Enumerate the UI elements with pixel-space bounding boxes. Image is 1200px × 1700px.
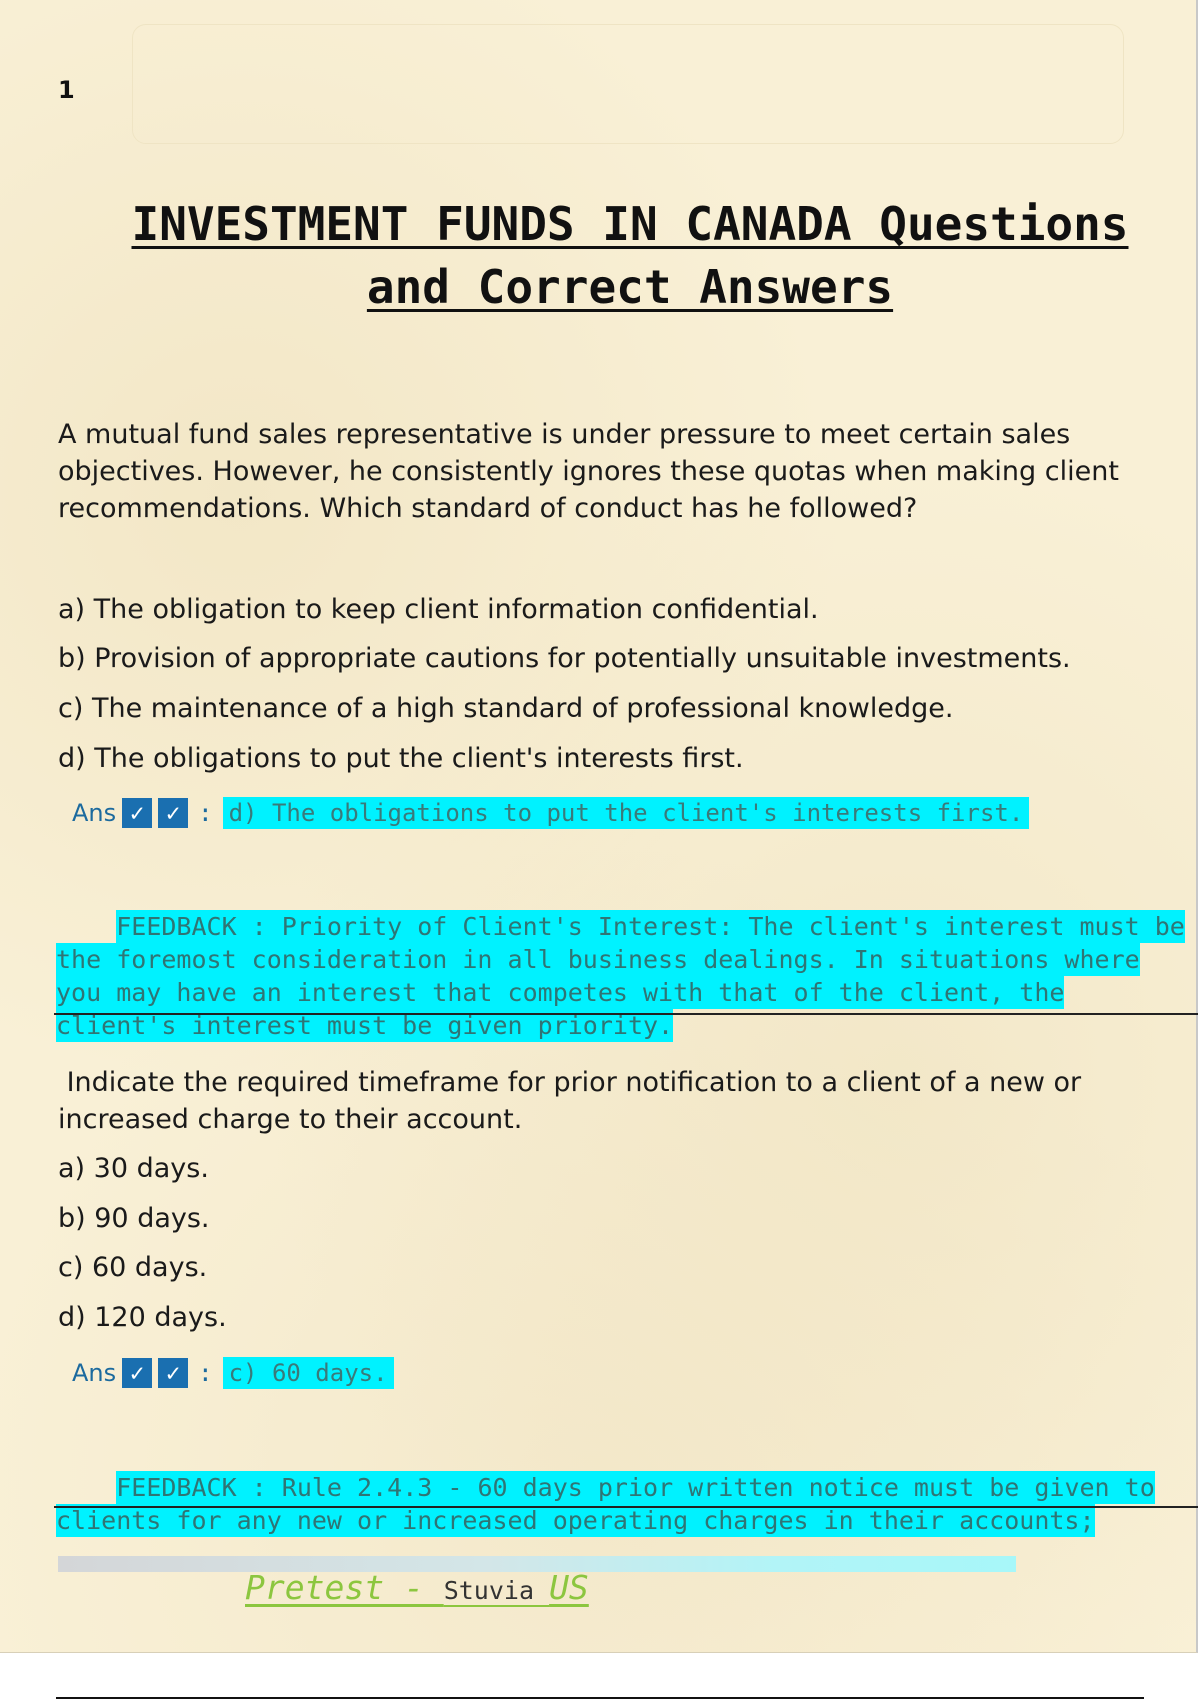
feedback-line: you may have an interest that competes with that of the client, the (56, 978, 1065, 1007)
correct-answer: c) 60 days. (223, 1357, 394, 1389)
option-d: d) 120 days. (58, 1302, 227, 1333)
feedback-line: clients for any new or increased operating charges in their accounts; (56, 1506, 1095, 1535)
question-text: A mutual fund sales representative is under pressure to meet certain sales objectives. However, he consistently ignores these quotas when making client recommendations. Which standard of conduct has he followed? (58, 419, 1119, 524)
title-line-2: and Correct Answers (366, 260, 894, 314)
option-b: b) 90 days. (58, 1203, 210, 1234)
answer-colon: : (198, 799, 213, 827)
option-c: c) 60 days. (58, 1252, 208, 1283)
header-box (132, 24, 1124, 144)
answer-row (72, 795, 1029, 831)
feedback-line: client's interest must be given priority. (56, 1011, 674, 1040)
answer-label: Ans (72, 799, 117, 827)
option-c: c) The maintenance of a high standard of professional knowledge. (58, 693, 954, 724)
section-divider (54, 1013, 1198, 1015)
document-title (60, 193, 1200, 319)
footer-watermark (245, 1568, 589, 1607)
answer-row (72, 1355, 394, 1391)
section-divider (54, 1506, 1198, 1508)
title-line-1: INVESTMENT FUNDS IN CANADA Questions (131, 197, 1129, 251)
option-a: a) The obligation to keep client information confidential. (58, 594, 819, 625)
bottom-rule (56, 1697, 1144, 1699)
footer-brand: Pretest - (245, 1568, 444, 1607)
option-a: a) 30 days. (58, 1153, 209, 1184)
feedback-block (56, 877, 1185, 1075)
answer-label: Ans (72, 1359, 117, 1387)
option-b: b) Provision of appropriate cautions for potentially unsuitable investments. (58, 643, 1071, 674)
check-box-icon: ✓ (158, 798, 188, 828)
answer-colon: : (198, 1359, 213, 1387)
footer-site: Stuvia (443, 1576, 534, 1605)
check-box-icon: ✓ (122, 1358, 152, 1388)
option-d: d) The obligations to put the client's interests first. (58, 743, 744, 774)
check-box-icon: ✓ (122, 798, 152, 828)
feedback-line: FEEDBACK : Priority of Client's Interest: The client's interest must be (116, 912, 1185, 941)
check-box-icon: ✓ (158, 1358, 188, 1388)
feedback-line: FEEDBACK : Rule 2.4.3 - 60 days prior written notice must be given to (116, 1473, 1155, 1502)
page-number: 1 (58, 76, 75, 104)
feedback-line: the foremost consideration in all business dealings. In situations where (56, 945, 1140, 974)
footer-suffix: US (549, 1568, 589, 1607)
feedback-block (56, 1438, 1155, 1570)
correct-answer: d) The obligations to put the client's interests first. (223, 797, 1030, 829)
question-text: Indicate the required timeframe for prior notification to a client of a new or increased charge to their account. (58, 1067, 1090, 1135)
